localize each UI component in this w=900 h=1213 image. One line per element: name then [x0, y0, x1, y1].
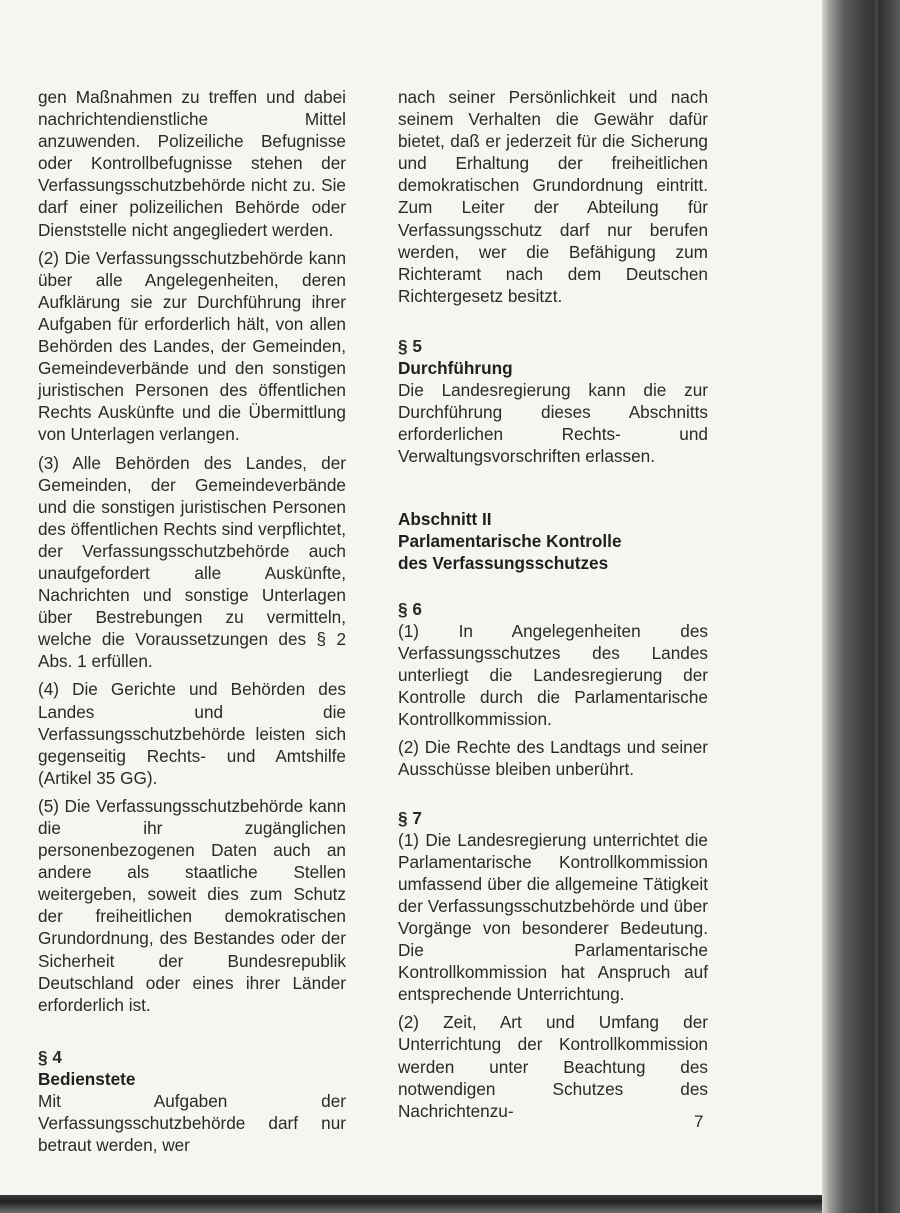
section-5-text: Die Landesregierung kann die zur Durchführung dieses Abschnitts erforderlichen Rechts- und Verwaltungsvorschriften erlassen. [398, 380, 708, 467]
paragraph-5: (5) Die Verfassungsschutzbehörde kann die ihr zugänglichen personenbezogenen Daten auch an andere als staatliche Stellen weitergeben, soweit dies zum Schutz der freiheitlichen demokratischen Grundordnung, des Bestandes oder der Sicherheit der Bundesrepublik Deutschland oder eines ihrer Länder erforderlich ist. [38, 795, 346, 1015]
section-4-number: § 4 [38, 1046, 62, 1067]
section-7-paragraph-2: (2) Zeit, Art und Umfang der Unterrichtung der Kontrollkommission werden unter Beachtung des notwendigen Schutzes des Nachrichtenzu- [398, 1012, 708, 1121]
intro-paragraph: gen Maßnahmen zu treffen und dabei nachrichtendienstliche Mittel anzuwenden. Polizeiliche Befugnisse oder Kontrollbefugnisse stehen der Verfassungsschutzbehörde nicht zu. Sie darf einer polizeilichen Behörde oder Dienststelle nicht angegliedert werden. [38, 87, 346, 240]
left-column [38, 86, 346, 1156]
page-number: 7 [694, 1112, 704, 1131]
chapter-label: Abschnitt II [398, 508, 492, 529]
section-6-number: § 6 [398, 598, 422, 619]
chapter-title-line1: Parlamentarische Kontrolle [398, 530, 622, 551]
section-7-paragraph-1: (1) Die Landesregierung unterrichtet die Parlamentarische Kontrollkommission umfassend über die allgemeine Tätigkeit der Verfassungsschutzbehörde und über Vorgänge von besonderer Bedeutung. Die Parlamentarische Kontrollkommission hat Anspruch auf entsprechende Unterrichtung. [398, 829, 708, 1005]
paragraph-2: (2) Die Verfassungsschutzbehörde kann über alle Angelegenheiten, deren Aufklärung sie zur Durchführung ihrer Aufgaben für erforderlich hält, von allen Behörden des Landes, der Gemeinden, Gemeindeverbände und den sonstigen juristischen Personen des öffentlichen Rechts Auskünfte und die Übermittlung von Unterlagen verlangen. [38, 247, 346, 445]
section-5-number: § 5 [398, 335, 422, 356]
paragraph-3: (3) Alle Behörden des Landes, der Gemeinden, der Gemeindeverbände und die sonstigen juristischen Personen des öffentlichen Rechts sind verpflichtet, der Verfassungsschutzbehörde auch unaufgefordert alle Auskünfte, Nachrichten und sonstige Unterlagen über Bestrebungen zu vermitteln, welche die Voraussetzungen des § 2 Abs. 1 erfüllen. [38, 452, 346, 672]
section-6-paragraph-2: (2) Die Rechte des Landtags und seiner Ausschüsse bleiben unberührt. [398, 737, 708, 780]
right-column [398, 86, 708, 1122]
section-5-title: Durchführung [398, 358, 513, 379]
section-6-paragraph-1: (1) In Angelegenheiten des Verfassungsschutzes des Landes unterliegt die Landesregierung der Kontrolle durch die Parlamentarische Kontrollkommission. [398, 620, 708, 730]
spine-highlight [875, 0, 878, 1213]
chapter-title-line2: des Verfassungsschutzes [398, 552, 609, 573]
section-4-title: Bedienstete [38, 1068, 136, 1089]
book-spine-shadow [822, 0, 900, 1213]
section-7-number: § 7 [398, 807, 422, 828]
paragraph-4: (4) Die Gerichte und Behörden des Landes und die Verfassungsschutzbehörde leisten sich gegenseitig Rechts- und Amtshilfe (Artikel 35 GG). [38, 679, 346, 788]
continuation-paragraph: nach seiner Persönlichkeit und nach seinem Verhalten die Gewähr dafür bietet, daß er jederzeit für die Sicherung und Erhaltung der freiheitlichen demokratischen Grundordnung eintritt. Zum Leiter der Abteilung für Verfassungsschutz darf nur berufen werden, wer die Befähigung zum Richteramt nach dem Deutschen Richtergesetz besitzt. [398, 87, 708, 306]
bottom-edge-shadow [0, 1195, 822, 1213]
section-4-text: Mit Aufgaben der Verfassungsschutzbehörde darf nur betraut werden, wer [38, 1091, 346, 1156]
